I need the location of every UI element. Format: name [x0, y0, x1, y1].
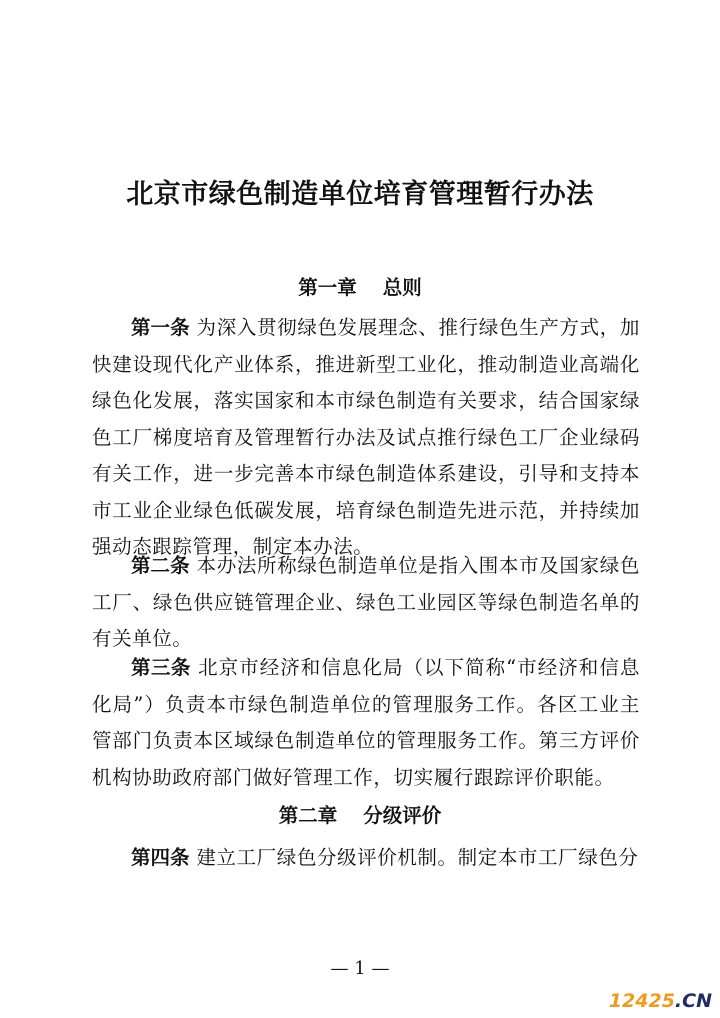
article-text: 建立工厂绿色分级评价机制。制定本市工厂绿色分	[196, 846, 639, 869]
watermark-domain: .CN	[674, 990, 712, 1012]
chapter-number: 第二章	[278, 804, 338, 827]
article-paragraph	[92, 548, 640, 658]
article-label: 第三条	[131, 656, 191, 679]
article-label: 第一条	[131, 316, 190, 339]
article-text: 为深入贯彻绿色发展理念、推行绿色生产方式，加快建设现代化产业体系，推进新型工业化，推动制造业高端化绿色化发展，落实国家和本市绿色制造有关要求，结合国家绿色工厂梯度培育及管理暂行办法及试点推行绿色工厂企业绿码有关工作，进一步完善本市绿色制造体系建设，引导和支持本市工业企业绿色低碳发展，培育绿色制造先进示范，并持续加强动态跟踪管理，制定本办法。	[92, 316, 640, 558]
chapter-heading-2	[0, 800, 720, 828]
chapter-name: 分级评价	[363, 804, 442, 827]
article-paragraph	[92, 310, 640, 566]
watermark-number: 12425	[608, 990, 675, 1012]
article-label: 第二条	[131, 554, 190, 577]
page-number: — 1 —	[330, 958, 390, 979]
article-paragraph	[92, 650, 640, 796]
document-title: 北京市绿色制造单位培育管理暂行办法	[126, 179, 594, 210]
article-text: 本办法所称绿色制造单位是指入围本市及国家绿色工厂、绿色供应链管理企业、绿色工业园区等绿色制造名单的有关单位。	[92, 554, 640, 650]
article-label: 第四条	[131, 846, 190, 869]
chapter-number: 第一章	[298, 276, 357, 299]
chapter-heading-1	[0, 272, 720, 300]
chapter-name: 总则	[382, 276, 422, 299]
site-watermark	[609, 990, 712, 1012]
article-text: 北京市经济和信息化局（以下简称“市经济和信息化局”）负责本市绿色制造单位的管理服务工作。各区工业主管部门负责本区域绿色制造单位的管理服务工作。第三方评价机构协助政府部门做好管理工作，切实履行跟踪评价职能。	[92, 656, 640, 789]
article-paragraph	[92, 840, 640, 877]
